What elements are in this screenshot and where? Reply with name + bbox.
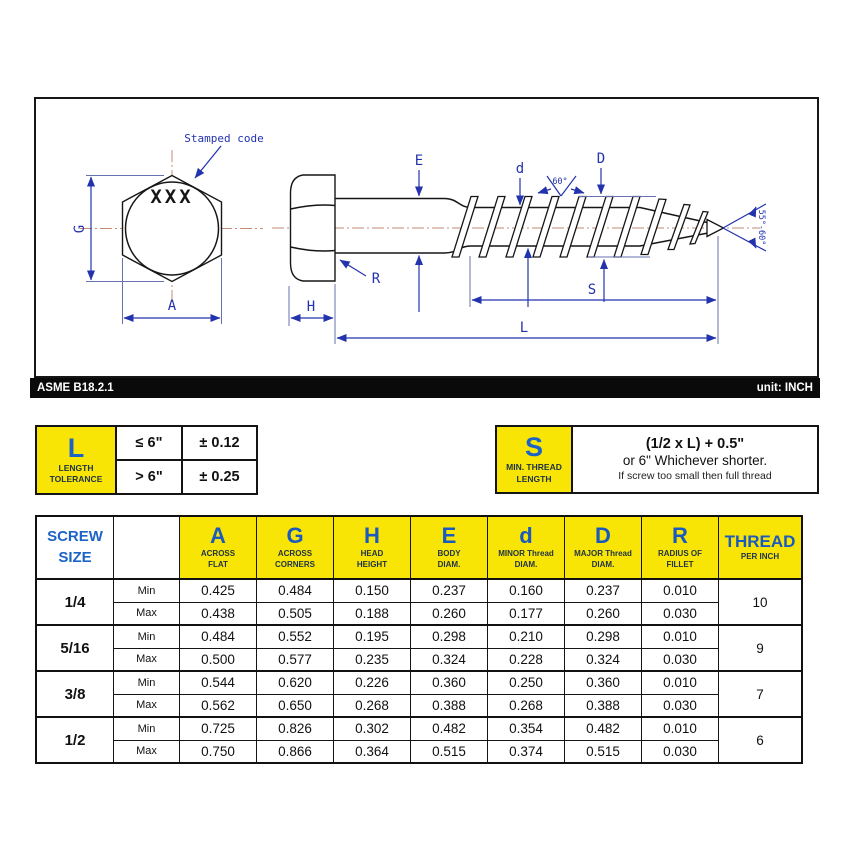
dimension-value: 0.237	[411, 579, 488, 602]
dimension-value: 0.388	[565, 694, 642, 717]
dimension-value: 0.425	[180, 579, 257, 602]
dimension-value: 0.505	[257, 602, 334, 625]
thread-angle-label: 60°	[552, 177, 568, 187]
dim-label-d-minor: d	[515, 161, 525, 177]
dim-label-h: H	[306, 299, 316, 315]
dimension-value: 0.324	[565, 648, 642, 671]
min-thread-formula: (1/2 x L) + 0.5"	[645, 436, 745, 453]
dimension-value: 0.226	[334, 671, 411, 694]
blank-header-cell	[114, 516, 180, 579]
stamped-code-label: Stamped code	[184, 132, 264, 145]
minmax-label: Min	[114, 671, 180, 694]
table-row	[36, 579, 802, 602]
threads-per-inch-value: 10	[719, 579, 803, 625]
threads-per-inch-value: 6	[719, 717, 803, 763]
symbol-S: S	[524, 432, 543, 463]
dim-label-e: E	[414, 153, 424, 169]
dimension-value: 0.177	[488, 602, 565, 625]
minmax-label: Max	[114, 602, 180, 625]
table-row	[36, 694, 802, 717]
dimension-value: 0.500	[180, 648, 257, 671]
dimension-value: 0.228	[488, 648, 565, 671]
min-thread-length-box	[495, 425, 819, 494]
minmax-label: Max	[114, 740, 180, 763]
length-tolerance-value: ± 0.12	[182, 426, 257, 460]
dimension-value: 0.030	[642, 648, 719, 671]
table-row	[36, 740, 802, 763]
symbol-L: L	[67, 432, 85, 463]
col-header-A: A ACROSS FLAT	[180, 516, 257, 579]
table-row	[36, 717, 802, 740]
col-header-G: G ACROSS CORNERS	[257, 516, 334, 579]
standard-label: ASME B18.2.1	[37, 382, 114, 394]
dimension-value: 0.210	[488, 625, 565, 648]
dimension-value: 0.298	[411, 625, 488, 648]
length-condition: > 6"	[116, 460, 182, 494]
length-tolerance-box	[35, 425, 258, 495]
dimension-value: 0.725	[180, 717, 257, 740]
dimension-value: 0.302	[334, 717, 411, 740]
threads-per-inch-value: 7	[719, 671, 803, 717]
screw-size-header: SCREW SIZE	[36, 516, 114, 579]
dimension-value: 0.750	[180, 740, 257, 763]
dimension-value: 0.620	[257, 671, 334, 694]
dim-label-a: A	[167, 298, 177, 314]
technical-drawing	[0, 0, 850, 420]
dimension-value: 0.544	[180, 671, 257, 694]
length-tolerance-caption: LENGTH TOLERANCE	[49, 462, 103, 484]
minmax-label: Max	[114, 694, 180, 717]
length-tolerance-symbol-cell	[36, 426, 116, 494]
size-label: 1/4	[36, 579, 114, 625]
dimension-value: 0.030	[642, 602, 719, 625]
dim-label-r: R	[371, 271, 381, 287]
dimension-value: 0.160	[488, 579, 565, 602]
dimension-value: 0.235	[334, 648, 411, 671]
dim-label-d-major: D	[596, 151, 606, 167]
dimension-value: 0.360	[565, 671, 642, 694]
dimension-value: 0.030	[642, 694, 719, 717]
col-header-thread: THREAD PER INCH	[719, 516, 803, 579]
dimension-value: 0.552	[257, 625, 334, 648]
dimension-value: 0.268	[488, 694, 565, 717]
minmax-label: Min	[114, 579, 180, 602]
minmax-label: Min	[114, 717, 180, 740]
dimension-value: 0.484	[180, 625, 257, 648]
table-row	[36, 625, 802, 648]
dim-label-g: G	[72, 224, 88, 234]
dimension-value: 0.650	[257, 694, 334, 717]
size-label: 1/2	[36, 717, 114, 763]
dimension-value: 0.010	[642, 671, 719, 694]
stamped-code-text: XXX	[150, 186, 194, 208]
dim-label-l: L	[519, 320, 529, 336]
dimension-value: 0.354	[488, 717, 565, 740]
dimension-value: 0.866	[257, 740, 334, 763]
dimension-value: 0.577	[257, 648, 334, 671]
dimension-value: 0.195	[334, 625, 411, 648]
dimension-value: 0.268	[334, 694, 411, 717]
dimension-table	[35, 515, 803, 764]
dimension-value: 0.374	[488, 740, 565, 763]
dimension-value: 0.482	[411, 717, 488, 740]
dimension-value: 0.484	[257, 579, 334, 602]
dimension-value: 0.260	[411, 602, 488, 625]
table-row	[36, 648, 802, 671]
length-tolerance-value: ± 0.25	[182, 460, 257, 494]
unit-label: unit: INCH	[756, 382, 813, 394]
point-angle-label: 55°-60°	[756, 209, 766, 246]
dimension-value: 0.010	[642, 717, 719, 740]
dimension-value: 0.260	[565, 602, 642, 625]
dimension-value: 0.298	[565, 625, 642, 648]
col-header-d: d MINOR Thread DIAM.	[488, 516, 565, 579]
col-header-R: R RADIUS OF FILLET	[642, 516, 719, 579]
minmax-label: Max	[114, 648, 180, 671]
dimension-value: 0.150	[334, 579, 411, 602]
min-thread-rule-text	[572, 426, 818, 493]
dimension-value: 0.515	[411, 740, 488, 763]
min-thread-caption: MIN. THREAD LENGTH	[506, 462, 562, 484]
length-condition: ≤ 6"	[116, 426, 182, 460]
table-row	[36, 671, 802, 694]
col-header-H: H HEAD HEIGHT	[334, 516, 411, 579]
dimension-value: 0.562	[180, 694, 257, 717]
col-header-E: E BODY DIAM.	[411, 516, 488, 579]
dimension-value: 0.826	[257, 717, 334, 740]
table-row	[36, 602, 802, 625]
dimension-value: 0.360	[411, 671, 488, 694]
min-thread-note: If screw too small then full thread	[618, 470, 772, 483]
dimension-value: 0.388	[411, 694, 488, 717]
dimension-value: 0.250	[488, 671, 565, 694]
dimension-value: 0.237	[565, 579, 642, 602]
min-thread-alt: or 6" Whichever shorter.	[622, 453, 768, 469]
dimension-value: 0.438	[180, 602, 257, 625]
dimension-value: 0.515	[565, 740, 642, 763]
threads-per-inch-value: 9	[719, 625, 803, 671]
dimension-value: 0.364	[334, 740, 411, 763]
min-thread-symbol-cell	[496, 426, 572, 493]
size-label: 3/8	[36, 671, 114, 717]
dimension-value: 0.030	[642, 740, 719, 763]
col-header-D: D MAJOR Thread DIAM.	[565, 516, 642, 579]
dimension-value: 0.482	[565, 717, 642, 740]
dimension-value: 0.010	[642, 625, 719, 648]
minmax-label: Min	[114, 625, 180, 648]
dim-label-s: S	[587, 282, 597, 298]
drawing-title-bar	[30, 378, 820, 398]
dimension-value: 0.188	[334, 602, 411, 625]
table-header-row	[36, 516, 802, 579]
dimension-value: 0.010	[642, 579, 719, 602]
dimension-value: 0.324	[411, 648, 488, 671]
size-label: 5/16	[36, 625, 114, 671]
